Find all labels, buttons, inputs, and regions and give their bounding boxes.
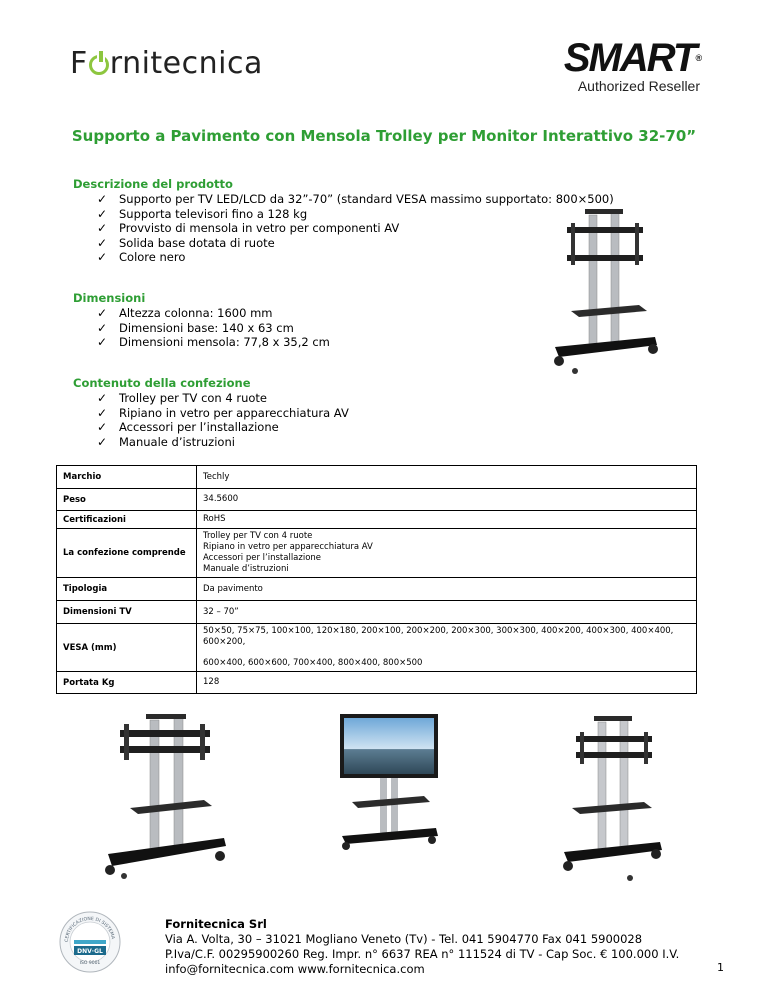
list-item: ✓ Dimensioni mensola: 77,8 x 35,2 cm — [97, 335, 330, 349]
check-icon: ✓ — [97, 306, 108, 320]
check-icon: ✓ — [97, 434, 108, 449]
check-icon: ✓ — [97, 420, 108, 434]
check-icon: ✓ — [97, 250, 108, 264]
list-item: ✓ Ripiano in vetro per apparecchiatura AV — [97, 405, 349, 420]
list-item: ✓ Altezza colonna: 1600 mm — [97, 306, 273, 320]
spec-table — [56, 465, 697, 694]
dimensions-list — [73, 306, 330, 350]
table-value: 34.5600 — [197, 489, 697, 511]
table-row — [57, 511, 697, 529]
list-item: ✓ Supporta televisori fino a 128 kg — [97, 206, 308, 221]
stand-image-main — [545, 205, 665, 375]
table-key: Peso — [57, 489, 197, 511]
footer — [165, 917, 679, 977]
list-item: ✓ Supporto per TV LED/LCD da 32”-70” (standard VESA massimo supportato: 800×500) — [97, 192, 614, 206]
table-key: La confezione comprende — [57, 529, 197, 578]
check-icon: ✓ — [97, 206, 108, 221]
table-key: Certificazioni — [57, 511, 197, 529]
table-value: RoHS — [197, 511, 697, 529]
table-row — [57, 624, 697, 672]
svg-text:DNV·GL: DNV·GL — [77, 948, 103, 955]
check-icon: ✓ — [97, 405, 108, 420]
smart-wordmark: SMART® — [563, 36, 700, 80]
check-icon: ✓ — [97, 235, 108, 250]
dnv-gl-certification-badge — [58, 910, 122, 974]
smart-reseller-logo — [560, 36, 700, 94]
table-row — [57, 578, 697, 601]
list-item: ✓ Manuale d’istruzioni — [97, 434, 235, 449]
contents-heading: Contenuto della confezione — [73, 376, 251, 390]
table-value: 32 – 70” — [197, 601, 697, 624]
list-item: ✓ Provvisto di mensola in vetro per componenti AV — [97, 221, 400, 235]
list-item: ✓ Solida base dotata di ruote — [97, 235, 275, 250]
dimensions-section — [73, 291, 330, 350]
table-row — [57, 672, 697, 694]
table-key: Dimensioni TV — [57, 601, 197, 624]
list-item: ✓ Accessori per l’installazione — [97, 420, 279, 434]
page-number: 1 — [717, 961, 724, 974]
table-row — [57, 529, 697, 578]
list-item: ✓ Dimensioni base: 140 x 63 cm — [97, 320, 294, 335]
table-row — [57, 466, 697, 489]
footer-contact: info@fornitecnica.com www.fornitecnica.com — [165, 962, 425, 976]
table-key: Tipologia — [57, 578, 197, 601]
footer-company: Fornitecnica Srl — [165, 917, 267, 931]
footer-legal: P.Iva/C.F. 00295900260 Reg. Impr. n° 6637 REA n° 111524 di TV - Cap Soc. € 100.000 I.V. — [165, 947, 680, 961]
table-key: Marchio — [57, 466, 197, 489]
table-value: Trolley per TV con 4 ruote Ripiano in vetro per apparecchiatura AV Accessori per l’installazione Manuale d’istruzioni — [197, 529, 697, 578]
contents-list — [73, 391, 349, 449]
table-value: 128 — [197, 672, 697, 694]
description-list — [73, 192, 614, 265]
list-item: ✓ Colore nero — [97, 250, 186, 264]
authorized-reseller-label: Authorized Reseller — [577, 78, 700, 94]
table-row — [57, 601, 697, 624]
check-icon: ✓ — [97, 335, 108, 349]
dimensions-heading: Dimensioni — [73, 291, 146, 305]
check-icon: ✓ — [97, 391, 108, 405]
logo-text-end: rnitecnica — [109, 46, 263, 81]
table-value: Da pavimento — [197, 578, 697, 601]
table-value: 50×50, 75×75, 100×100, 120×180, 200×100, 200×200, 200×300, 300×300, 400×200, 400×300, 400×400, 600×200, 600×400, 600×600, 700×400, 800×400, 800×500 — [197, 624, 697, 672]
contents-section — [73, 376, 349, 449]
stand-image-right — [560, 712, 670, 882]
description-section — [73, 177, 614, 265]
check-icon: ✓ — [97, 320, 108, 335]
fornitecnica-logo — [70, 46, 263, 81]
check-icon: ✓ — [97, 192, 108, 206]
table-row — [57, 489, 697, 511]
stand-image-with-monitor — [328, 712, 448, 852]
power-icon — [89, 55, 109, 75]
table-key: Portata Kg — [57, 672, 197, 694]
svg-text:CERTIFICAZIONE DI SISTEMA QUAL: CERTIFICAZIONE DI SISTEMA — [64, 916, 115, 943]
description-heading: Descrizione del prodotto — [73, 177, 233, 191]
svg-text:ISO 9001: ISO 9001 — [79, 961, 101, 966]
check-icon: ✓ — [97, 221, 108, 235]
list-item: ✓ Trolley per TV con 4 ruote — [97, 391, 267, 405]
footer-address: Via A. Volta, 30 – 31021 Mogliano Veneto (Tv) - Tel. 041 5904770 Fax 041 5900028 — [165, 932, 643, 946]
table-value: Techly — [197, 466, 697, 489]
page-title: Supporto a Pavimento con Mensola Trolley per Monitor Interattivo 32-70” — [71, 127, 697, 145]
logo-text-start: F — [70, 46, 88, 81]
stand-image-left — [100, 712, 232, 882]
table-key: VESA (mm) — [57, 624, 197, 672]
